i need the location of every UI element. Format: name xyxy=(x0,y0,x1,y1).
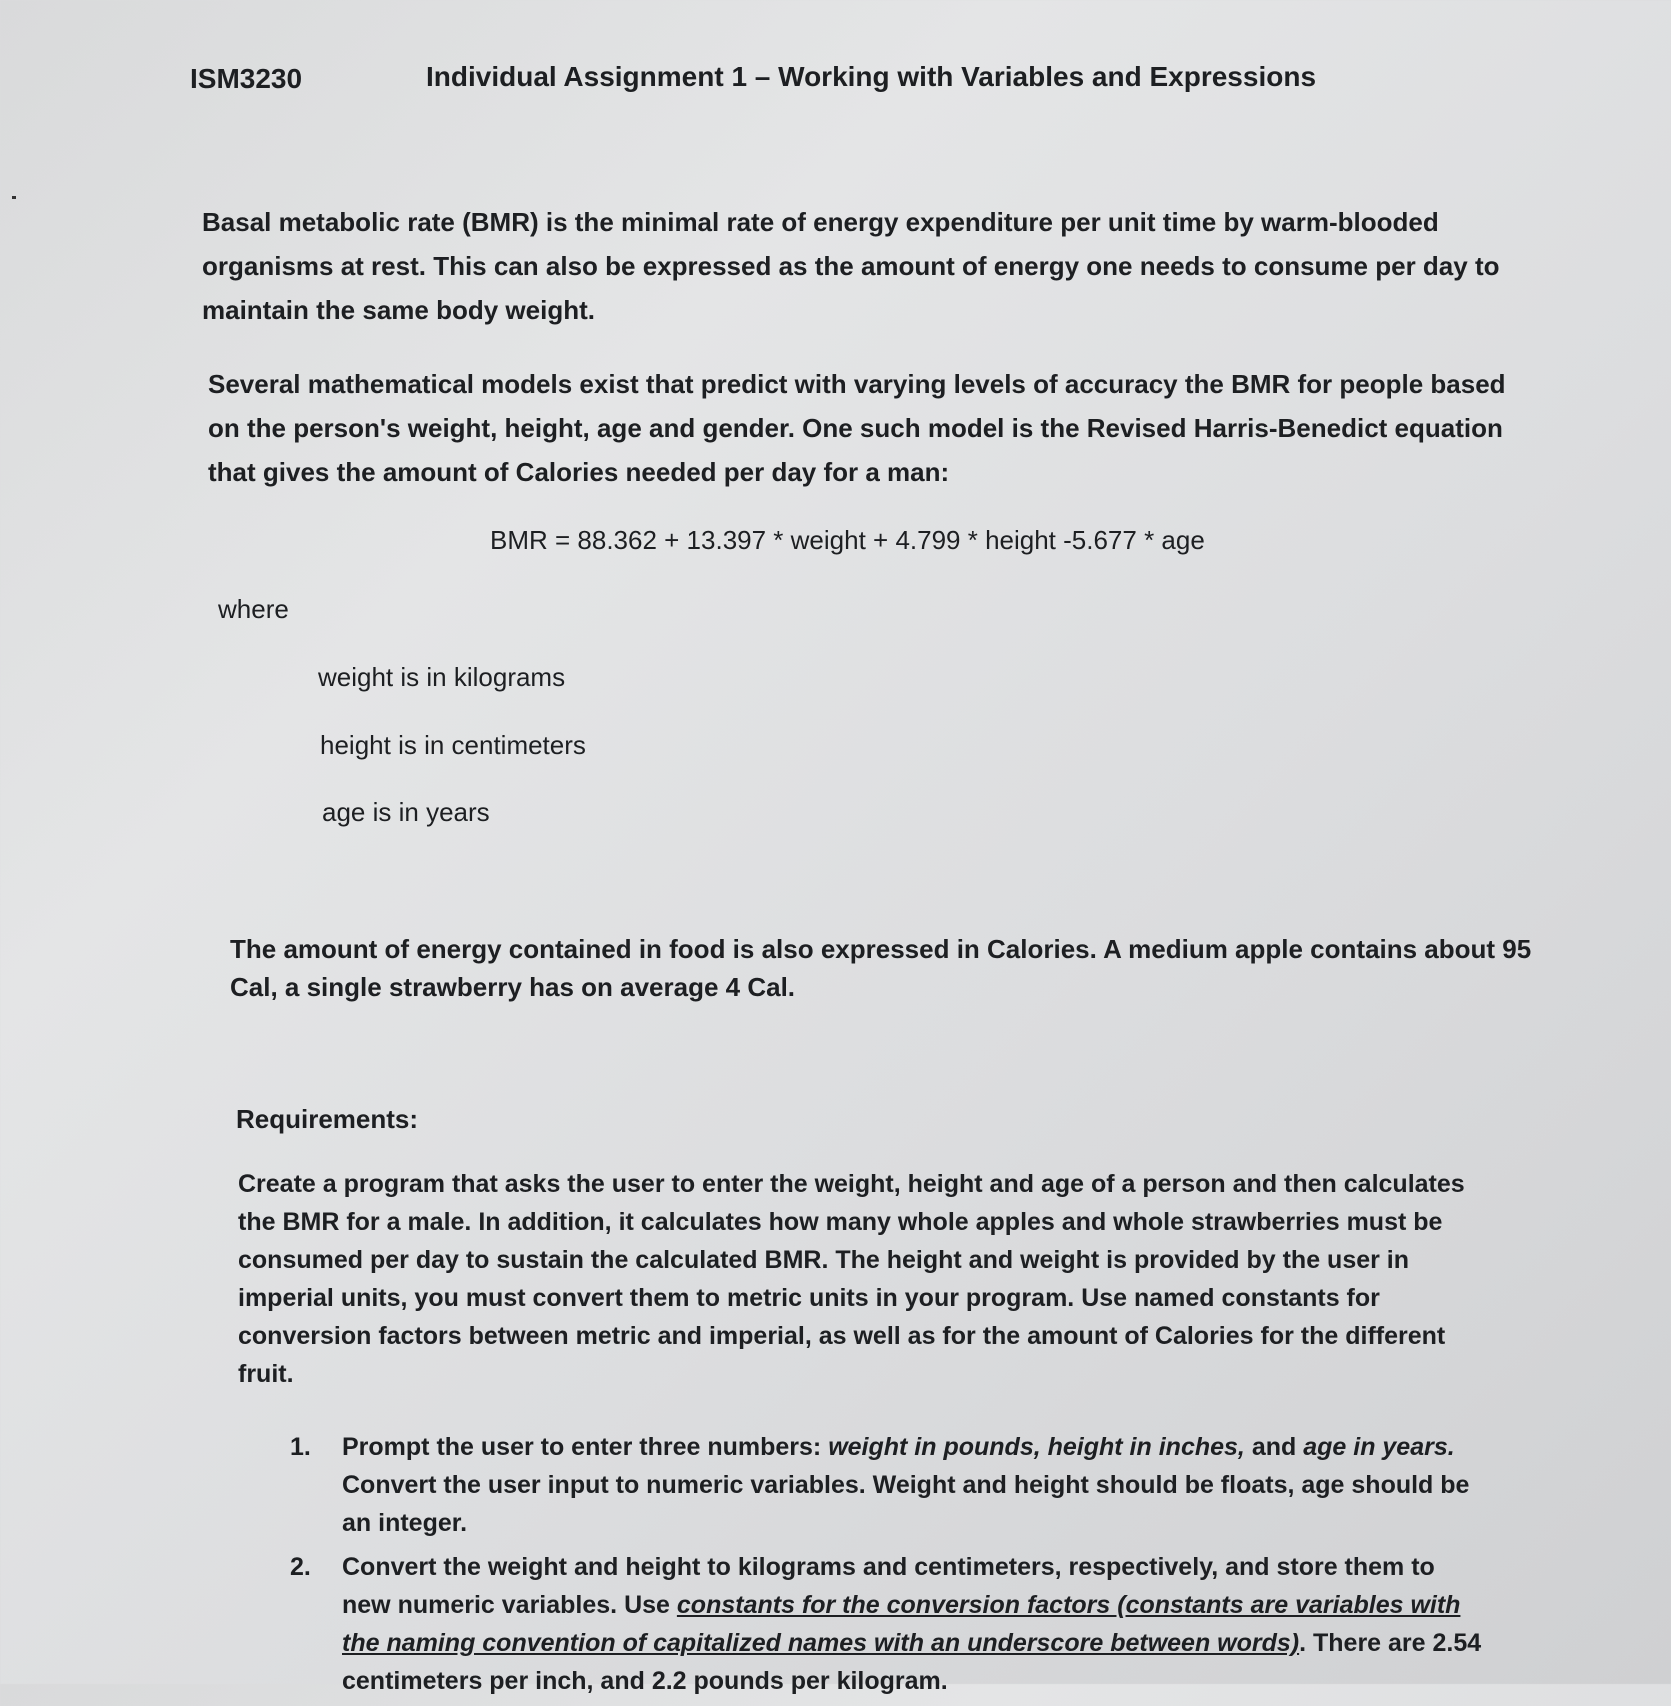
requirements-line: consumed per day to sustain the calculated BMR. The height and weight is provided by the user in xyxy=(238,1246,1410,1274)
requirements-heading: Requirements: xyxy=(236,1104,419,1134)
models-line: that gives the amount of Calories needed per day for a man: xyxy=(208,457,950,487)
list-number: 2. xyxy=(290,1553,311,1581)
list-line: new numeric variables. Use constants for the conversion factors (constants are variables with xyxy=(342,1591,1461,1619)
food-line: Cal, a single strawberry has on average 4 Cal. xyxy=(230,972,796,1002)
requirements-paragraph xyxy=(238,1165,1465,1393)
definition-weight: weight is in kilograms xyxy=(318,662,566,692)
food-paragraph xyxy=(230,930,1531,1006)
bmr-equation: BMR = 88.362 + 13.397 * weight + 4.799 * height -5.677 * age xyxy=(490,525,1205,555)
steps-list xyxy=(290,1428,1481,1706)
models-paragraph xyxy=(208,362,1506,494)
where-label: where xyxy=(218,594,289,624)
intro-paragraph xyxy=(202,200,1500,332)
list-item xyxy=(290,1428,1481,1542)
intro-line: organisms at rest. This can also be expressed as the amount of energy one needs to consume per day to xyxy=(202,251,1500,281)
margin-mark xyxy=(12,196,16,199)
models-line: on the person's weight, height, age and gender. One such model is the Revised Harris-Benedict equation xyxy=(208,413,1503,443)
list-number: 1. xyxy=(290,1433,311,1461)
list-item xyxy=(290,1548,1481,1700)
course-code: ISM3230 xyxy=(190,63,303,94)
requirements-line: fruit. xyxy=(238,1360,294,1388)
food-line: The amount of energy contained in food is also expressed in Calories. A medium apple contains about 95 xyxy=(230,934,1532,964)
models-line: Several mathematical models exist that predict with varying levels of accuracy the BMR for people based xyxy=(208,369,1506,399)
intro-line: maintain the same body weight. xyxy=(202,295,595,325)
assignment-title: Individual Assignment 1 – Working with Variables and Expressions xyxy=(426,61,1317,92)
definition-age: age is in years xyxy=(322,797,490,827)
list-line: centimeters per inch, and 2.2 pounds per kilogram. xyxy=(342,1667,948,1695)
requirements-line: imperial units, you must convert them to metric units in your program. Use named constants for xyxy=(238,1284,1380,1312)
list-line: Prompt the user to enter three numbers: weight in pounds, height in inches, and age in years. xyxy=(342,1433,1455,1461)
list-line: Convert the weight and height to kilograms and centimeters, respectively, and store them to xyxy=(342,1553,1435,1581)
requirements-line: the BMR for a male. In addition, it calculates how many whole apples and whole strawberries must be xyxy=(238,1208,1443,1236)
list-line: an integer. xyxy=(342,1509,468,1537)
requirements-line: conversion factors between metric and imperial, as well as for the amount of Calories for the different xyxy=(238,1322,1446,1350)
list-line: the naming convention of capitalized names with an underscore between words). There are 2.54 xyxy=(342,1629,1482,1657)
definition-height: height is in centimeters xyxy=(320,730,586,760)
intro-line: Basal metabolic rate (BMR) is the minimal rate of energy expenditure per unit time by warm-blooded xyxy=(202,207,1439,237)
requirements-line: Create a program that asks the user to enter the weight, height and age of a person and then calculates xyxy=(238,1170,1465,1198)
list-line: Convert the user input to numeric variables. Weight and height should be floats, age should be xyxy=(342,1471,1470,1499)
